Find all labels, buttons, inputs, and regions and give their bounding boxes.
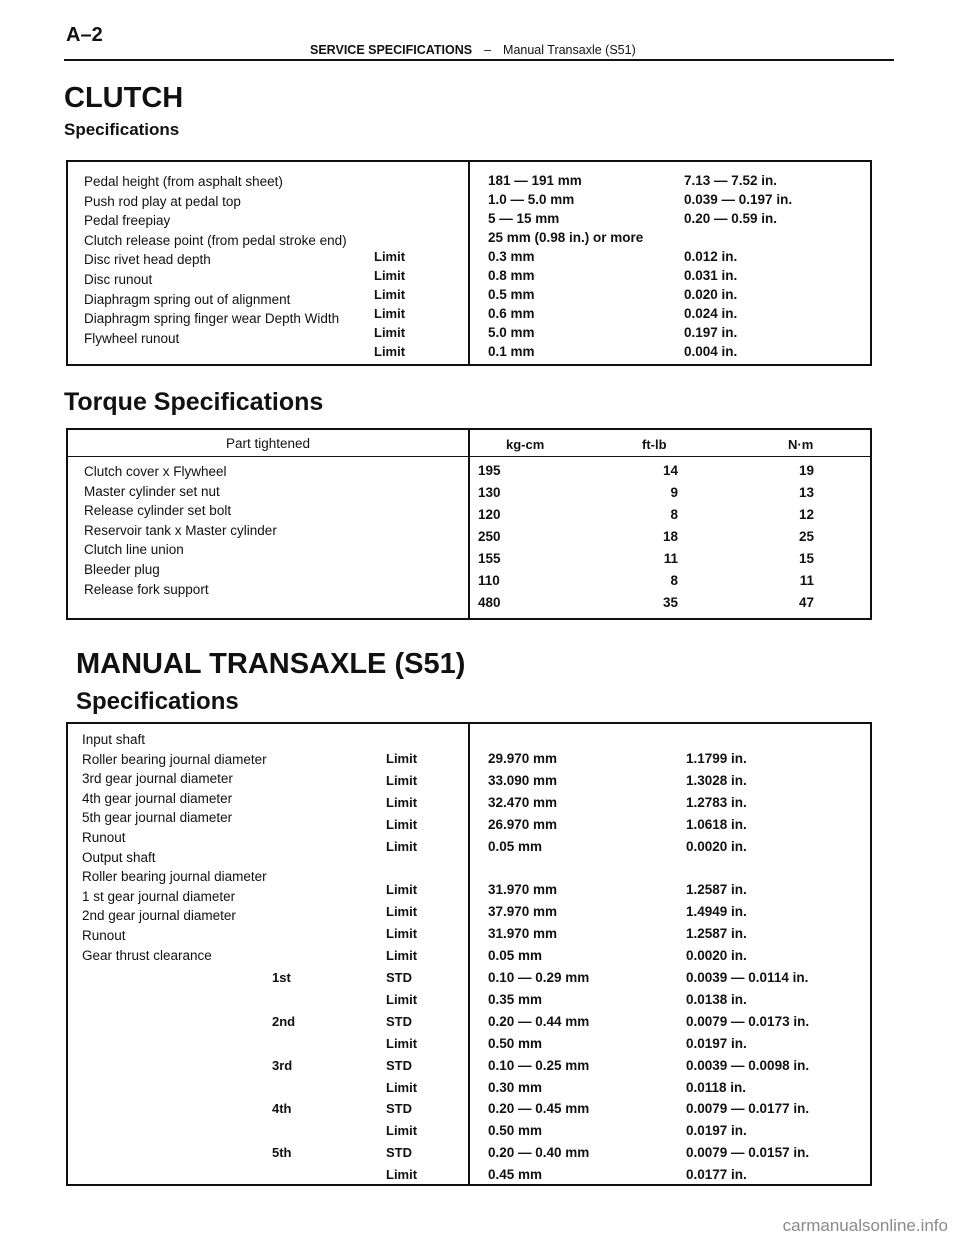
nm-value: 15 <box>798 551 814 566</box>
metric-value: 0.05 mm <box>488 948 543 963</box>
qualifier-cell: Limit <box>386 839 418 854</box>
imperial-value: 1.2587 in. <box>686 926 747 941</box>
nm-value: 47 <box>798 595 814 610</box>
imperial-value: 7.13 — 7.52 in. <box>684 173 778 188</box>
gear-label: 3rd <box>272 1058 293 1073</box>
list-item: 1 st gear journal diameter <box>82 888 236 904</box>
qualifier-cell: Limit <box>386 1080 418 1095</box>
torque-spec-table <box>66 428 872 620</box>
imperial-value: 0.012 in. <box>684 249 738 264</box>
qualifier-cell: Limit <box>386 795 418 810</box>
qualifier-cell: Limit <box>386 751 418 766</box>
qualifier-cell: Limit <box>374 325 406 340</box>
list-item: Disc rivet head depth <box>84 252 211 268</box>
imperial-value: 0.031 in. <box>684 268 738 283</box>
qualifier-cell: Limit <box>386 904 418 919</box>
metric-value: 181 — 191 mm <box>488 173 582 188</box>
qualifier-cell: STD <box>386 1145 412 1160</box>
metric-value: 0.20 — 0.44 mm <box>488 1014 590 1029</box>
metric-value: 0.10 — 0.25 mm <box>488 1058 590 1073</box>
gear-label: 4th <box>272 1101 292 1116</box>
kgcm-value: 480 <box>478 595 501 610</box>
kgcm-value: 195 <box>478 463 501 478</box>
nm-value: 12 <box>798 507 814 522</box>
imperial-value: 0.0118 in. <box>686 1080 747 1095</box>
qualifier-cell: Limit <box>374 344 406 359</box>
clutch-item-list <box>84 172 347 348</box>
list-item: Output shaft <box>82 849 156 865</box>
qualifier-cell: Limit <box>386 992 418 1007</box>
imperial-value: 1.0618 in. <box>686 817 747 832</box>
metric-value: 32.470 mm <box>488 795 558 810</box>
metric-value: 0.6 mm <box>488 306 535 321</box>
imperial-value: 0.0039 — 0.0098 in. <box>686 1058 810 1073</box>
imperial-value: 0.0020 in. <box>686 948 747 963</box>
list-item: Master cylinder set nut <box>84 483 220 499</box>
list-item: Disc runout <box>84 271 153 287</box>
qualifier-cell: Limit <box>386 817 418 832</box>
metric-value: 25 mm (0.98 in.) or more <box>488 230 644 245</box>
metric-value: 0.10 — 0.29 mm <box>488 970 590 985</box>
clutch-table-divider <box>468 162 470 364</box>
metric-value: 31.970 mm <box>488 926 558 941</box>
running-header <box>310 43 636 57</box>
nm-value: 13 <box>798 485 814 500</box>
qualifier-cell: Limit <box>386 1167 418 1182</box>
gear-label: 2nd <box>272 1014 296 1029</box>
torque-title: Torque Specifications <box>64 388 324 416</box>
list-item: 4th gear journal diameter <box>82 790 233 806</box>
imperial-value: 0.0079 — 0.0157 in. <box>686 1145 810 1160</box>
qualifier-cell: STD <box>386 1101 412 1116</box>
imperial-value: 0.0079 — 0.0173 in. <box>686 1014 810 1029</box>
qualifier-cell: Limit <box>386 1123 418 1138</box>
imperial-value: 0.0197 in. <box>686 1123 747 1138</box>
metric-value: 26.970 mm <box>488 817 558 832</box>
imperial-value: 0.0039 — 0.0114 in. <box>686 970 809 985</box>
list-item: Runout <box>82 829 126 845</box>
imperial-value: 0.0079 — 0.0177 in. <box>686 1101 810 1116</box>
imperial-value: 1.3028 in. <box>686 773 747 788</box>
list-item: Diaphragm spring finger wear Depth Width <box>84 311 340 327</box>
nm-value: 25 <box>798 529 814 544</box>
list-item: Roller bearing journal diameter <box>82 869 267 885</box>
imperial-value: 0.0138 in. <box>686 992 747 1007</box>
metric-value: 0.20 — 0.45 mm <box>488 1101 590 1116</box>
imperial-value: 0.039 — 0.197 in. <box>684 192 793 207</box>
qualifier-cell: Limit <box>374 306 406 321</box>
ftlb-value: 11 <box>663 551 678 566</box>
imperial-value: 0.197 in. <box>684 325 738 340</box>
metric-value: 0.50 mm <box>488 1123 543 1138</box>
metric-value: 0.05 mm <box>488 839 543 854</box>
gear-label: 1st <box>272 970 291 985</box>
list-item: Bleeder plug <box>84 561 160 577</box>
metric-value: 0.5 mm <box>488 287 535 302</box>
imperial-value: 1.1799 in. <box>686 751 747 766</box>
list-item: Input shaft <box>82 732 146 747</box>
list-item: Gear thrust clearance <box>82 947 212 963</box>
unit-header-kgcm: kg-cm <box>506 437 545 452</box>
header-separator: – <box>484 43 492 57</box>
kgcm-value: 155 <box>478 551 501 566</box>
qualifier-cell: Limit <box>374 287 406 302</box>
metric-value: 0.30 mm <box>488 1080 543 1095</box>
unit-header-nm: N·m <box>788 437 814 452</box>
qualifier-cell: Limit <box>386 948 418 963</box>
kgcm-value: 110 <box>478 573 500 588</box>
watermark: carmanualsonline.info <box>782 1216 948 1235</box>
list-item: Pedal freepiay <box>84 213 171 229</box>
metric-value: 1.0 — 5.0 mm <box>488 192 575 207</box>
metric-value: 37.970 mm <box>488 904 558 919</box>
metric-value: 0.50 mm <box>488 1036 543 1051</box>
qualifier-cell: Limit <box>386 1036 418 1051</box>
imperial-value: 0.0197 in. <box>686 1036 747 1051</box>
metric-value: 0.1 mm <box>488 344 535 359</box>
nm-value: 11 <box>799 573 814 588</box>
imperial-value: 0.20 — 0.59 in. <box>684 211 778 226</box>
torque-item-list <box>84 462 277 599</box>
qualifier-cell: Limit <box>374 268 406 283</box>
metric-value: 0.45 mm <box>488 1167 543 1182</box>
list-item: Runout <box>82 927 126 943</box>
unit-header-ftlb: ft-lb <box>642 437 667 452</box>
qualifier-cell: Limit <box>386 882 418 897</box>
kgcm-value: 250 <box>478 529 501 544</box>
imperial-value: 0.0177 in. <box>686 1167 747 1182</box>
imperial-value: 1.4949 in. <box>686 904 747 919</box>
ftlb-value: 9 <box>670 485 678 500</box>
clutch-specifications-subtitle: Specifications <box>64 120 180 139</box>
header-section: SERVICE SPECIFICATIONS <box>310 43 473 57</box>
ftlb-value: 18 <box>662 529 678 544</box>
imperial-value: 0.004 in. <box>684 344 738 359</box>
list-item: Diaphragm spring out of alignment <box>84 291 291 307</box>
list-item: 3rd gear journal diameter <box>82 771 233 787</box>
ftlb-value: 35 <box>662 595 678 610</box>
metric-value: 29.970 mm <box>488 751 558 766</box>
metric-value: 33.090 mm <box>488 773 558 788</box>
ftlb-value: 8 <box>670 573 678 588</box>
clutch-title: CLUTCH <box>64 82 184 114</box>
kgcm-value: 130 <box>478 485 501 500</box>
manual-transaxle-title: MANUAL TRANSAXLE (S51) <box>76 648 466 680</box>
list-item: Release cylinder set bolt <box>84 503 232 519</box>
gear-label: 5th <box>272 1145 292 1160</box>
list-item: Clutch release point (from pedal stroke end) <box>84 232 347 248</box>
list-item: Clutch cover x Flywheel <box>84 464 227 479</box>
list-item: Clutch line union <box>84 542 184 558</box>
metric-value: 5 — 15 mm <box>488 211 560 226</box>
list-item: 2nd gear journal diameter <box>82 908 236 924</box>
ftlb-value: 14 <box>662 463 678 478</box>
imperial-value: 0.0020 in. <box>686 839 747 854</box>
qualifier-cell: STD <box>386 970 412 985</box>
list-item: Pedal height (from asphalt sheet) <box>84 174 283 189</box>
manual-specifications-subtitle: Specifications <box>76 688 239 715</box>
metric-value: 0.20 — 0.40 mm <box>488 1145 590 1160</box>
list-item: 5th gear journal diameter <box>82 810 233 826</box>
clutch-spec-table <box>66 160 872 366</box>
manual-spec-table <box>66 722 872 1186</box>
metric-value: 0.35 mm <box>488 992 543 1007</box>
kgcm-value: 120 <box>478 507 501 522</box>
list-item: Release fork support <box>84 581 209 597</box>
torque-table-divider <box>468 430 470 618</box>
list-item: Roller bearing journal diameter <box>82 751 267 767</box>
nm-value: 19 <box>798 463 814 478</box>
metric-value: 0.3 mm <box>488 249 535 264</box>
qualifier-cell: STD <box>386 1014 412 1029</box>
imperial-value: 0.024 in. <box>684 306 738 321</box>
torque-header-rule <box>68 456 870 457</box>
metric-value: 31.970 mm <box>488 882 558 897</box>
part-tightened-header: Part tightened <box>225 436 311 451</box>
ftlb-value: 8 <box>670 507 678 522</box>
imperial-value: 0.020 in. <box>684 287 738 302</box>
imperial-value: 1.2783 in. <box>686 795 747 810</box>
metric-value: 0.8 mm <box>488 268 535 283</box>
list-item: Reservoir tank x Master cylinder <box>84 522 277 538</box>
qualifier-cell: STD <box>386 1058 412 1073</box>
qualifier-cell: Limit <box>386 773 418 788</box>
manual-table-divider <box>468 724 470 1184</box>
list-item: Flywheel runout <box>84 330 180 346</box>
qualifier-cell: Limit <box>386 926 418 941</box>
manual-item-list <box>82 730 267 965</box>
qualifier-cell: Limit <box>374 249 406 264</box>
page-number: A–2 <box>66 24 103 46</box>
imperial-value: 1.2587 in. <box>686 882 747 897</box>
metric-value: 5.0 mm <box>488 325 535 340</box>
header-rule <box>64 59 894 61</box>
list-item: Push rod play at pedal top <box>84 193 241 209</box>
header-subsection: Manual Transaxle (S51) <box>503 43 636 57</box>
